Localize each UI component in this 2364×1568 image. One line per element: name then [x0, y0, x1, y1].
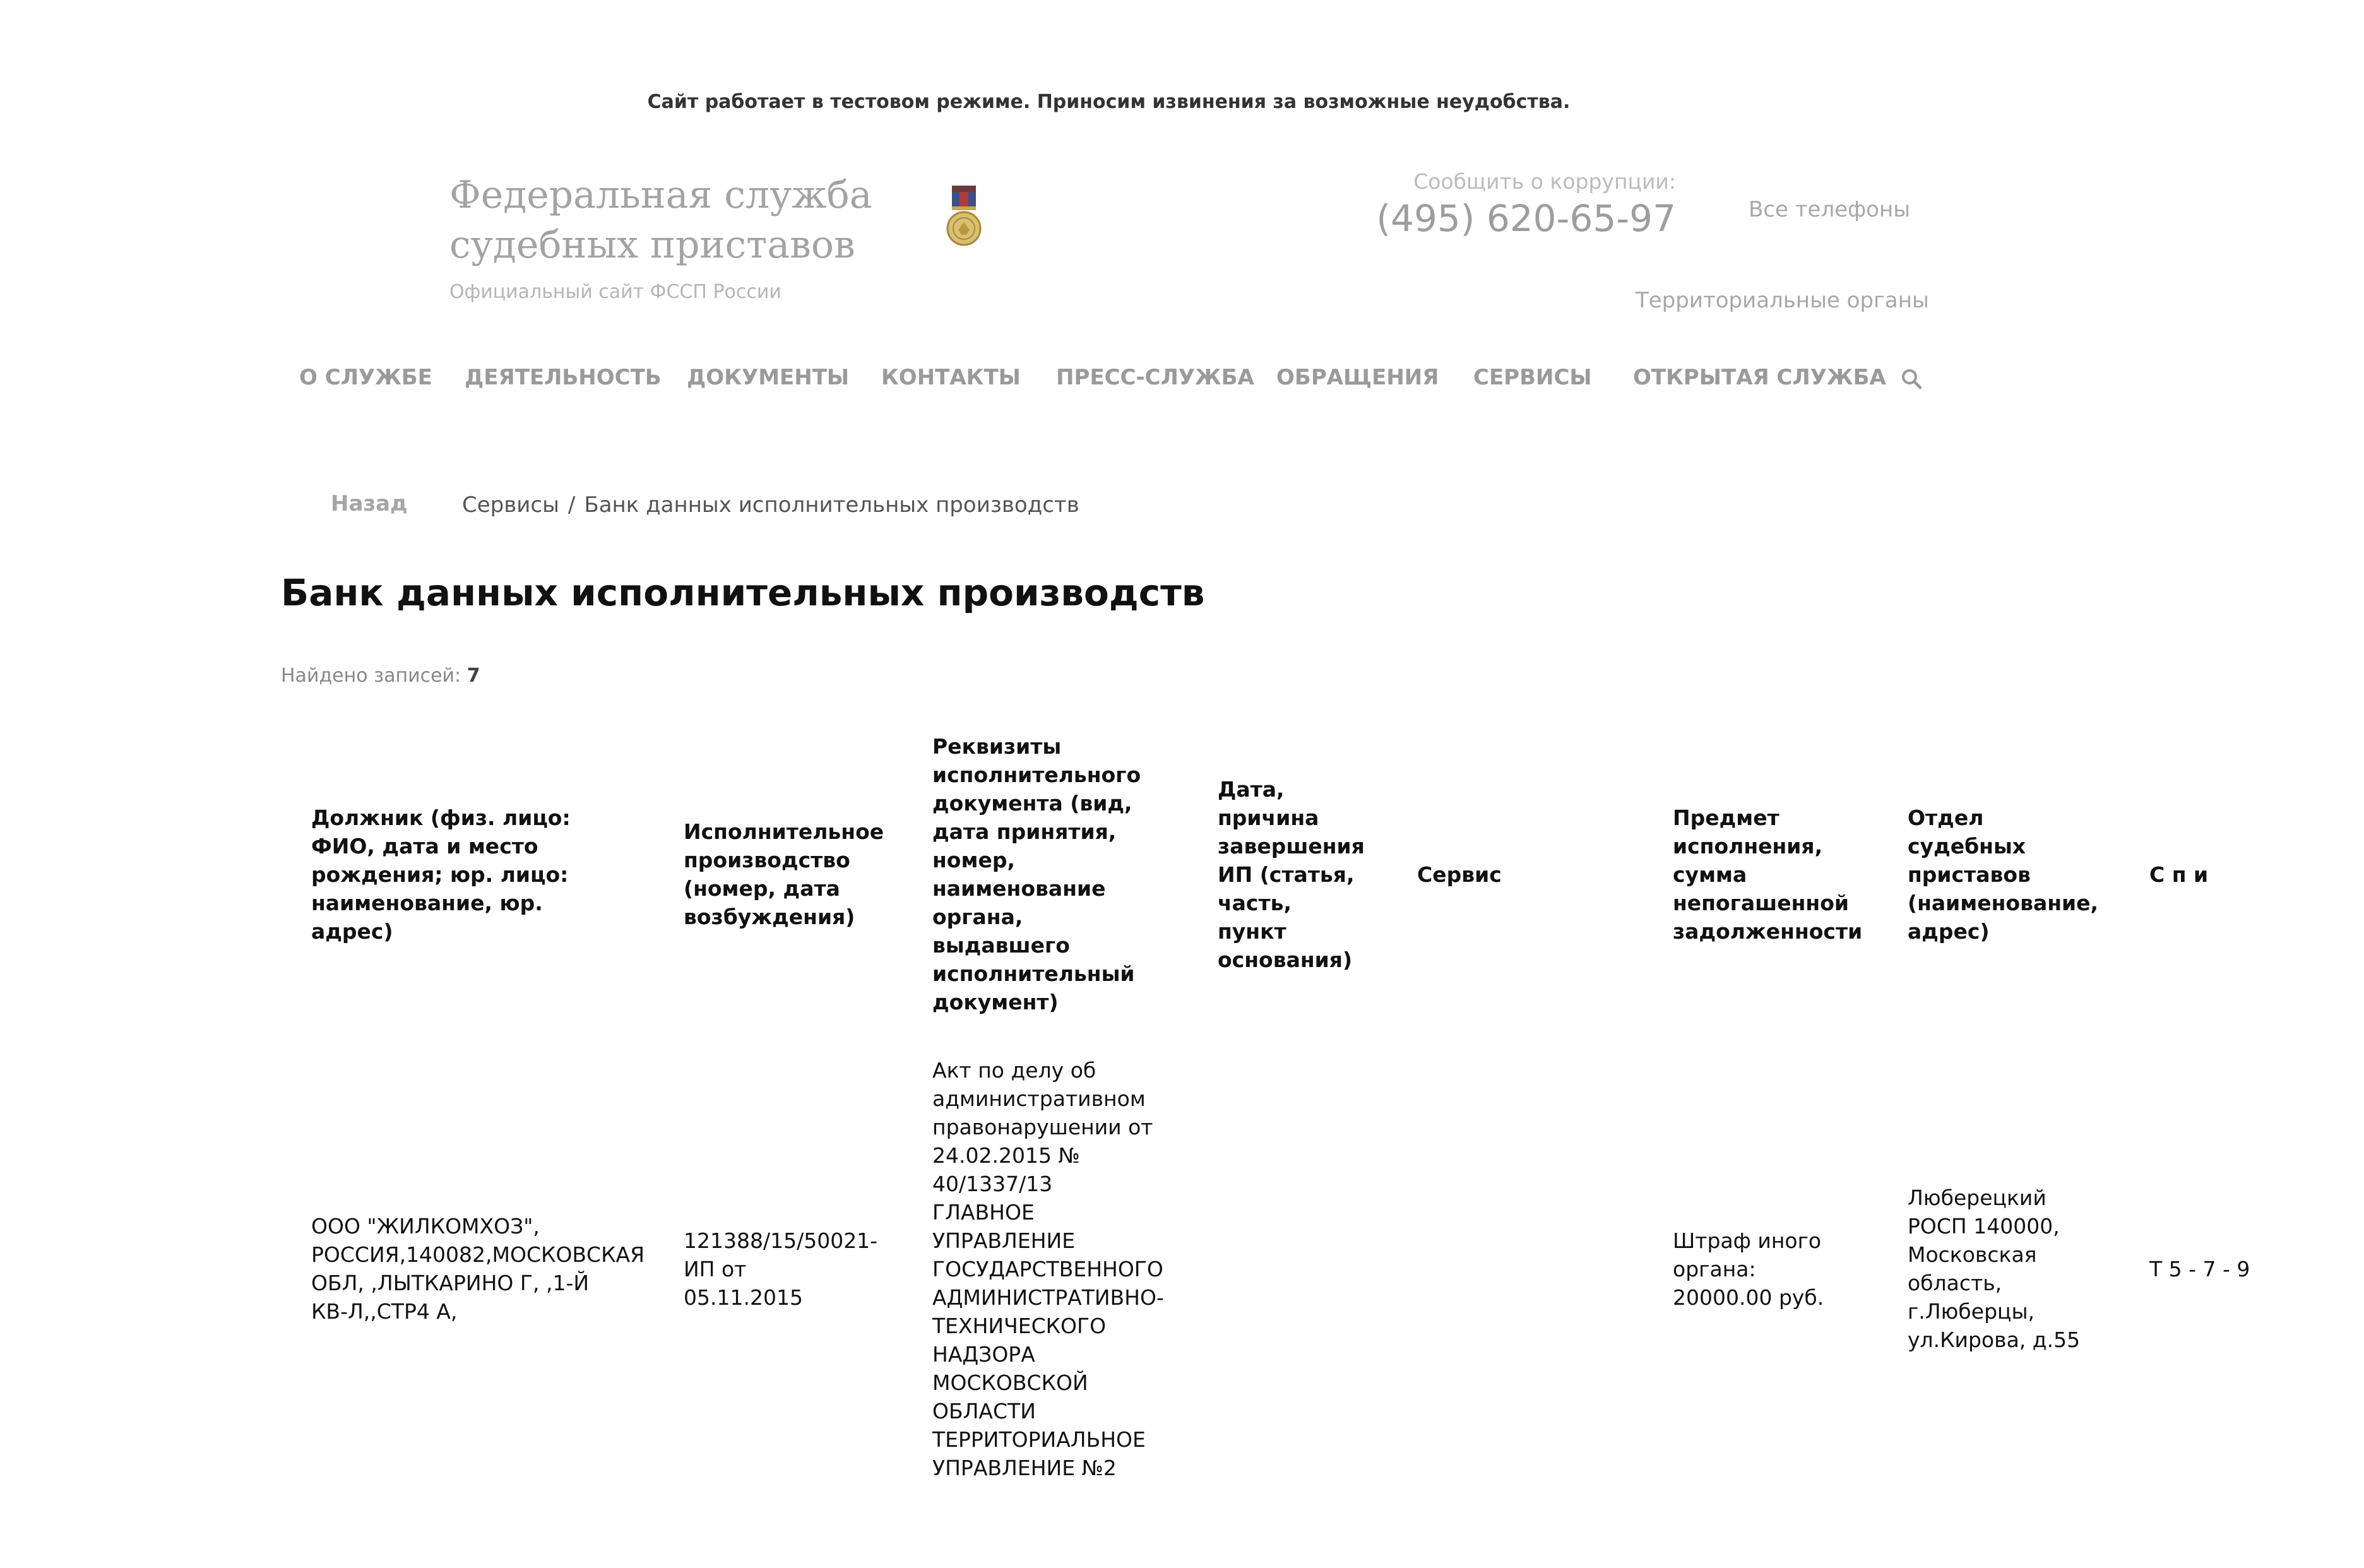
col-header-document: Реквизиты исполнительного документа (вид, дата принятия, номер, наименование органа, выдавшего исполнительный документ)	[932, 734, 1141, 1014]
cell-completion	[1187, 1016, 1387, 1521]
records-found	[281, 665, 480, 687]
main-navigation	[0, 365, 2218, 396]
page-title: Банк данных исполнительных производств	[281, 571, 1205, 614]
territorial-bodies-link[interactable]: Территориальные органы	[1636, 288, 1929, 313]
all-phones-link[interactable]: Все телефоны	[1749, 197, 1911, 222]
nav-documents[interactable]: ДОКУМЕНТЫ	[687, 365, 850, 390]
cell-debtor: ООО "ЖИЛКОМХОЗ", РОССИЯ,140082,МОСКОВСКАЯ ОБЛ, ,ЛЫТКАРИНО Г, ,1-Й КВ-Л,,СТР4 А,	[311, 1214, 645, 1324]
cell-document: Акт по делу об административном правонарушении от 24.02.2015 № 40/1337/13 ГЛАВНОЕ УПРАВЛЕНИЕ ГОСУДАРСТВЕННОГО АДМИНИСТРАТИВНО-ТЕХНИЧЕСКОГО НАДЗОРА МОСКОВСКОЙ ОБЛАСТИ ТЕРРИТОРИАЛЬНОЕ УПРАВЛЕНИЕ №2	[932, 1057, 1164, 1480]
col-header-debtor: Должник (физ. лицо: ФИО, дата и место рождения; юр. лицо: наименование, юр. адрес)	[311, 805, 571, 944]
table-header-row	[281, 732, 2364, 1016]
medal-emblem-icon	[946, 186, 982, 249]
cell-bailiff: Т 5 - 7 - 9	[2149, 1256, 2250, 1281]
breadcrumb	[462, 492, 1079, 518]
nav-contacts[interactable]: КОНТАКТЫ	[881, 365, 1021, 390]
site-subtitle: Официальный сайт ФССП России	[449, 281, 781, 303]
nav-services[interactable]: СЕРВИСЫ	[1473, 365, 1592, 390]
site-title[interactable]	[449, 170, 891, 270]
col-header-subject: Предмет исполнения, сумма непогашенной задолженности	[1673, 805, 1863, 944]
site-title-line-1: Федеральная служба	[449, 173, 872, 217]
col-header-department: Отдел судебных приставов (наименование, адрес)	[1908, 805, 2099, 944]
col-header-bailiff: С п и	[2149, 862, 2209, 887]
corruption-phone[interactable]: (495) 620-65-97	[1376, 197, 1676, 240]
nav-open-service[interactable]: ОТКРЫТАЯ СЛУЖБА	[1633, 365, 1886, 390]
records-found-label: Найдено записей:	[281, 665, 461, 687]
site-title-line-2: судебных приставов	[449, 223, 855, 267]
results-table-wrapper[interactable]	[281, 732, 2250, 1568]
col-header-proceeding: Исполнительное производство (номер, дата возбуждения)	[684, 819, 884, 929]
records-found-count: 7	[466, 665, 480, 687]
cell-subject: Штраф иного органа: 20000.00 руб.	[1673, 1228, 1824, 1310]
breadcrumb-separator: /	[567, 492, 576, 518]
cell-department: Люберецкий РОСП 140000, Московская область, г.Люберцы, ул.Кирова, д.55	[1908, 1185, 2081, 1352]
cell-service	[1387, 1016, 1642, 1521]
col-header-service: Сервис	[1417, 862, 1502, 887]
cell-proceeding: 121388/15/50021-ИП от 05.11.2015	[684, 1228, 878, 1310]
search-icon[interactable]	[1900, 367, 1923, 390]
table-row	[281, 1016, 2364, 1521]
nav-activity[interactable]: ДЕЯТЕЛЬНОСТЬ	[465, 365, 662, 390]
back-link[interactable]: Назад	[331, 491, 408, 516]
nav-about[interactable]: О СЛУЖБЕ	[299, 365, 432, 390]
breadcrumb-current: Банк данных исполнительных производств	[584, 492, 1079, 518]
breadcrumb-services[interactable]: Сервисы	[462, 492, 559, 518]
col-header-completion: Дата, причина завершения ИП (статья, часть, пункт основания)	[1218, 776, 1365, 972]
nav-press[interactable]: ПРЕСС-СЛУЖБА	[1056, 365, 1254, 390]
nav-appeals[interactable]: ОБРАЩЕНИЯ	[1276, 365, 1439, 390]
corruption-report-label: Сообщить о коррупции:	[1413, 169, 1676, 194]
results-table	[281, 732, 2364, 1521]
test-mode-notice: Сайт работает в тестовом режиме. Приносим извинения за возможные неудобства.	[647, 91, 1571, 113]
